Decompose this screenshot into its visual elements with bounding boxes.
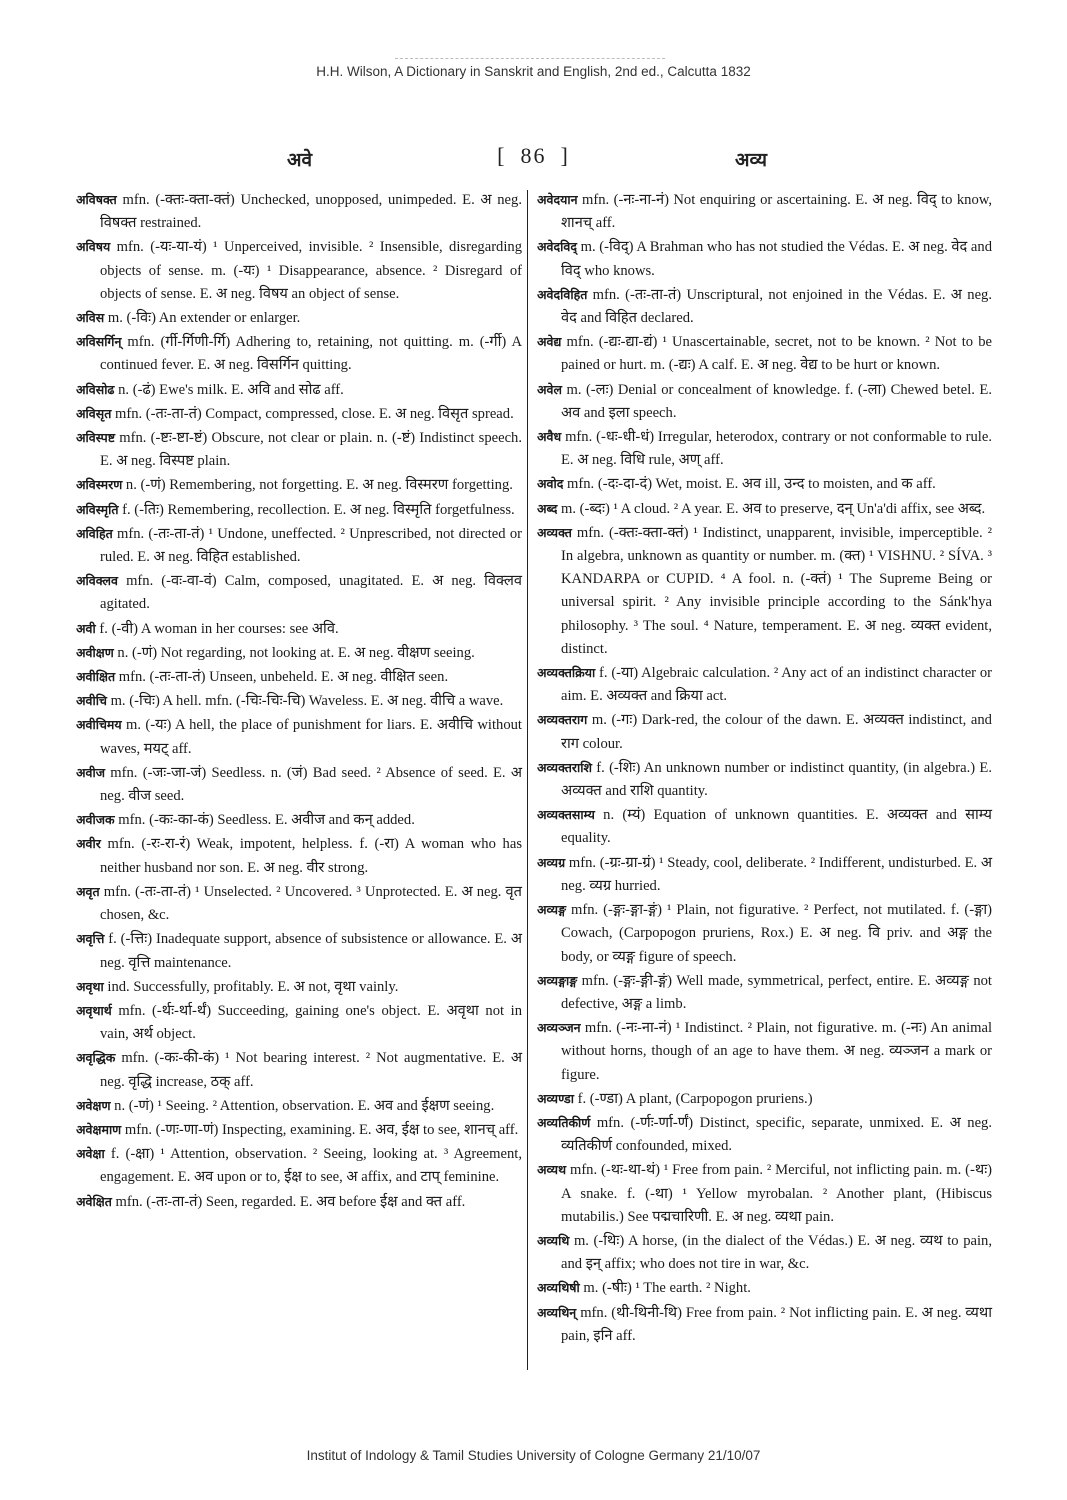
entry-headword: अविस्मरण <box>76 477 123 493</box>
header-rule <box>395 58 665 59</box>
entry-headword: अवृत्ति <box>76 931 105 947</box>
entry-headword: अवेक्षित <box>76 1193 112 1209</box>
entry-definition: mfn. (-ङ्गः-ङ्गी-ङ्गं) Well made, symmetrical, perfect, entire. E. अव्यङ्ग not defective, अङ्ग a limb. <box>561 972 992 1012</box>
entry-definition: m. (-गः) Dark-red, the colour of the dawn. E. अव्यक्त indistinct, and राग colour. <box>561 712 992 752</box>
entry-headword: अव्यक्तराग <box>537 712 588 728</box>
entry-headword: अव्यथिषी <box>537 1280 580 1296</box>
entry-definition: f. (-वी) A woman in her courses: see अवि. <box>99 620 339 637</box>
entry-definition: f. (-त्तिः) Inadequate support, absence of subsistence or allowance. E. अ neg. वृत्ति maintenance. <box>100 931 522 971</box>
entry-headword: अव्यण्डा <box>537 1090 574 1106</box>
dictionary-entry <box>537 425 992 472</box>
dictionary-entry <box>76 713 522 760</box>
dictionary-entry <box>76 473 522 497</box>
footer-credit: Institut of Indology & Tamil Studies University of Cologne Germany 21/10/07 <box>306 1448 761 1463</box>
entry-headword: अवेल <box>537 381 562 397</box>
entry-headword: अवेक्षमाण <box>76 1121 122 1137</box>
dictionary-entry <box>76 1190 522 1214</box>
dictionary-entry <box>76 498 522 522</box>
entry-definition: m. (-ब्दः) ¹ A cloud. ² A year. E. अव to preserve, दन् Un'a'di affix, see अब्द. <box>561 500 986 517</box>
entry-headword: अविहित <box>76 525 113 541</box>
entry-headword: अवृथार्थ <box>76 1002 112 1018</box>
entry-definition: mfn. (-तः-ता-तं) ¹ Undone, uneffected. ² Unprescribed, not directed or ruled. E. अ neg. विहित established. <box>100 525 522 566</box>
dictionary-entry <box>537 661 992 708</box>
entry-definition: mfn. (-रः-रा-रं) Weak, impotent, helpless. f. (-रा) A woman who has neither husband nor son. E. अ neg. वीर strong. <box>100 836 522 876</box>
right-column <box>537 188 992 1348</box>
entry-definition: mfn. (-तः-ता-तं) Seen, regarded. E. अव before ईक्ष and क्त aff. <box>115 1193 466 1210</box>
dictionary-entry <box>76 1094 522 1118</box>
dictionary-entry <box>537 378 992 425</box>
dictionary-entry <box>76 832 522 879</box>
entry-definition: mfn. (-यः-या-यं) ¹ Unperceived, invisible. ² Insensible, disregarding objects of sense. m. (-यः) ¹ Disappearance, absence. ² Disregard of objects of sense. E. अ neg. विषय an object of sense. <box>100 239 522 302</box>
entry-headword: अविसोढ <box>76 381 115 397</box>
entry-headword: अवीज <box>76 764 106 780</box>
dictionary-entry <box>76 306 522 330</box>
entry-definition: mfn. (-दः-दा-दं) Wet, moist. E. अव ill, उन्द to moisten, and क aff. <box>567 476 936 493</box>
dictionary-entry <box>76 927 522 974</box>
entry-definition: ind. Successfully, profitably. E. अ not, वृथा vainly. <box>107 978 399 995</box>
entry-headword: अवेद्य <box>537 334 562 350</box>
entry-definition: mfn. (-वः-वा-वं) Calm, composed, unagitated. E. अ neg. विक्लव agitated. <box>100 573 522 613</box>
dictionary-entry <box>76 188 522 235</box>
entry-definition: mfn. (-नः-ना-नं) ¹ Indistinct. ² Plain, not figurative. m. (-नः) An animal without horns, though of an age to have them. अ neg. व्यञ्जन a mark or figure. <box>561 1020 993 1083</box>
dictionary-entry <box>76 522 522 569</box>
entry-definition: mfn. (-थः-था-थं) ¹ Free from pain. ² Merciful, not inflicting pain. m. (-थः) A snake. f. (-था) ¹ Yellow myrobalan. ² Another plant, (Hibiscus mutabilis.) See पद्मचारिणी. E. अ neg. व्यथा pain. <box>561 1162 992 1225</box>
entry-definition: n. (म्यं) Equation of unknown quantities. E. अव्यक्त and साम्य equality. <box>561 807 992 847</box>
entry-headword: अवृथा <box>76 978 104 994</box>
dictionary-entry <box>76 999 522 1046</box>
dictionary-entry <box>537 497 992 521</box>
entry-definition: n. (-णं) ¹ Seeing. ² Attention, observation. E. अव and ईक्षण seeing. <box>114 1097 495 1114</box>
entry-headword: अविक्लव <box>76 573 118 589</box>
entry-definition: mfn. (-तः-ता-तं) ¹ Unselected. ² Uncovered. ³ Unprotected. E. अ neg. वृत chosen, &c. <box>100 883 522 924</box>
entry-definition: mfn. (-ङ्गः-ङ्गा-ङ्गं) ¹ Plain, not figurative. ² Perfect, not mutilated. f. (-ङ्गा) Cowach, (Carpopogon pruriens, Rox.) E. अ neg. वि priv. and अङ्ग the body, or व्यङ्ग figure of speech. <box>561 902 992 965</box>
entry-headword: अविस्पष्ट <box>76 430 116 446</box>
entry-definition: f. (-शिः) An unknown number or indistinct quantity, (in algebra.) E. अव्यक्त and राशि quantity. <box>561 759 992 800</box>
dictionary-entry <box>76 880 522 927</box>
running-head-left: अवे <box>287 149 313 171</box>
dictionary-entry <box>537 756 992 803</box>
entry-headword: अवेक्षा <box>76 1146 105 1162</box>
dictionary-entry <box>537 1158 992 1229</box>
entry-definition: mfn. (-क्तः-क्ता-क्तं) Unchecked, unopposed, unimpeded. E. अ neg. विषक्त restrained. <box>100 192 522 232</box>
dictionary-entry <box>537 283 992 330</box>
entry-headword: अव्यङ्गाङ्ग <box>537 972 578 988</box>
dictionary-entry <box>76 402 522 426</box>
entry-headword: अव्यक्तसाम्य <box>537 807 595 823</box>
entry-definition: m. (-चिः) A hell. mfn. (-चिः-चिः-चि) Waveless. E. अ neg. वीचि a wave. <box>110 693 504 710</box>
entry-definition: mfn. (-तः-ता-तं) Unscriptural, not enjoined in the Védas. E. अ neg. वेद and विहित declared. <box>561 286 992 327</box>
dictionary-entry <box>76 689 522 713</box>
entry-definition: m. (-लः) Denial or concealment of knowledge. f. (-ला) Chewed betel. E. अव and इला speech. <box>561 381 992 421</box>
entry-headword: अव्यथि <box>537 1232 570 1248</box>
dictionary-entry <box>537 330 992 377</box>
entry-definition: mfn. (-तः-ता-तं) Compact, compressed, close. E. अ neg. विसृत spread. <box>114 405 514 422</box>
entry-definition: mfn. (-णः-णा-णं) Inspecting, examining. E. अव, ईक्ष to see, शानच् aff. <box>124 1121 519 1138</box>
dictionary-entry <box>537 1087 992 1111</box>
entry-headword: अविसर्गिन् <box>76 334 122 350</box>
entry-definition: n. (-णं) Remembering, not forgetting. E. अ neg. विस्मरण forgetting. <box>125 477 513 494</box>
entry-headword: अव्यथिन् <box>537 1304 577 1320</box>
entry-headword: अविषय <box>76 239 111 255</box>
page-number-value: 86 <box>520 143 547 168</box>
entry-headword: अविस <box>76 310 105 326</box>
entry-headword: अविसृत <box>76 405 112 421</box>
entry-definition: f. (-तिः) Remembering, recollection. E. अ neg. विस्मृति forgetfulness. <box>122 501 515 518</box>
dictionary-entry <box>537 708 992 755</box>
page-number <box>0 143 1067 169</box>
running-head-right: अव्य <box>735 149 768 171</box>
entry-definition: mfn. (र्गी-र्गिणी-र्गि) Adhering to, retaining, not quitting. m. (-र्गी) A continued fever. E. अ neg. विसर्गिन quitting. <box>100 334 522 374</box>
dictionary-entry <box>76 569 522 616</box>
entry-headword: अव्यङ्ग <box>537 902 566 918</box>
dictionary-entry <box>537 1016 992 1087</box>
dictionary-entry <box>537 898 992 969</box>
dictionary-entry <box>76 761 522 808</box>
entry-headword: अवेदविद् <box>537 239 577 255</box>
entry-definition: mfn. (-जः-जा-जं) Seedless. n. (जं) Bad seed. ² Absence of seed. E. अ neg. वीज seed. <box>100 764 522 805</box>
dictionary-entry <box>76 975 522 999</box>
dictionary-entry <box>76 1118 522 1142</box>
dictionary-entry <box>76 808 522 832</box>
entry-definition: n. (-ढं) Ewe's milk. E. अवि and सोढ aff. <box>118 381 344 398</box>
entry-headword: अव्यक्तराशि <box>537 759 592 775</box>
dictionary-entry <box>537 235 992 282</box>
entry-headword: अवीक्षित <box>76 669 116 685</box>
entry-headword: अवेक्षण <box>76 1097 111 1113</box>
entry-headword: अवेदविहित <box>537 286 588 302</box>
dictionary-entry <box>537 188 992 235</box>
entry-definition: mfn. (-ग्रः-ग्रा-ग्रं) ¹ Steady, cool, deliberate. ² Indifferent, undisturbed. E. अ neg. व्यग्र hurried. <box>561 854 992 894</box>
entry-headword: अवृत <box>76 883 100 899</box>
entry-headword: अवोद <box>537 476 564 492</box>
entry-headword: अवीर <box>76 836 101 852</box>
dictionary-entry <box>76 665 522 689</box>
entry-definition: n. (-णं) Not regarding, not looking at. E. अ neg. वीक्षण seeing. <box>117 644 475 661</box>
dictionary-entry <box>76 617 522 641</box>
entry-headword: अव्यतिकीर्ण <box>537 1114 591 1130</box>
entry-definition: m. (-विः) An extender or enlarger. <box>107 310 301 327</box>
entry-headword: अवैध <box>537 429 562 445</box>
entry-headword: अव्यक्त <box>537 524 572 540</box>
entry-headword: अविषक्त <box>76 192 117 207</box>
dictionary-entry <box>76 378 522 402</box>
entry-headword: अवीक्षण <box>76 644 114 660</box>
bracket-open: [ <box>497 143 507 168</box>
entry-headword: अव्यक्तक्रिया <box>537 665 596 681</box>
entry-definition: f. (-ण्डा) A plant, (Carpopogon pruriens.) <box>577 1090 813 1107</box>
entry-headword: अव्यथ <box>537 1162 567 1178</box>
entry-definition: mfn. (थी-थिनी-थि) Free from pain. ² Not inflicting pain. E. अ neg. व्यथा pain, इनि aff. <box>561 1304 992 1344</box>
entry-definition: f. (-या) Algebraic calculation. ² Any act of an indistinct character or aim. E. अव्यक्त and क्रिया act. <box>561 665 992 705</box>
left-column <box>76 188 522 1214</box>
dictionary-entry <box>537 1111 992 1158</box>
entry-definition: mfn. (-र्थः-र्था-र्थं) Succeeding, gaining one's object. E. अवृथा not in vain, अर्थ object. <box>100 1002 522 1043</box>
dictionary-entry <box>537 969 992 1016</box>
dictionary-entry <box>537 521 992 661</box>
entry-definition: m. (-षीः) ¹ The earth. ² Night. <box>583 1280 751 1297</box>
entry-definition: mfn. (-क्तः-क्ता-क्तं) ¹ Indistinct, unapparent, invisible, imperceptible. ² In algebra, unknown as quantity or number. m. (क्त) ¹ VISHNU. ² SÍVA. ³ KANDARPA or CUPID. ⁴ A fool. n. (-क्तं) ¹ The Supreme Being or universal spirit. ² Any invisible principle according to the Sánk'hya philosophy. ³ The soul. ⁴ Nature, temperament. E. अ neg. व्यक्त evident, distinct. <box>561 524 992 657</box>
dictionary-entry <box>76 426 522 473</box>
entry-definition: f. (-क्षा) ¹ Attention, observation. ² Seeing, looking at. ³ Agreement, engagement. E. अव upon or to, ईक्ष to see, अ affix, and टाप् feminine. <box>100 1146 522 1186</box>
entry-definition: mfn. (-कः-का-कं) Seedless. E. अवीज and कन् added. <box>118 812 415 829</box>
entry-headword: अवी <box>76 620 96 636</box>
dictionary-entry <box>76 330 522 377</box>
source-header: H.H. Wilson, A Dictionary in Sanskrit and English, 2nd ed., Calcutta 1832 <box>316 64 751 79</box>
entry-definition: mfn. (-ष्टः-ष्टा-ष्टं) Obscure, not clear or plain. n. (-ष्टं) Indistinct speech. E. अ neg. विस्पष्ट plain. <box>100 430 522 470</box>
entry-headword: अवेदयान <box>537 192 578 207</box>
entry-headword: अव्यग्र <box>537 854 566 870</box>
column-divider <box>527 190 528 1370</box>
entry-definition: mfn. (-धः-धी-धं) Irregular, heterodox, contrary or not conformable to rule. E. अ neg. विधि rule, अण् aff. <box>561 429 992 469</box>
entry-definition: m. (-विद्) A Brahman who has not studied the Védas. E. अ neg. वेद and विद् who knows. <box>561 239 992 279</box>
dictionary-entry <box>537 1229 992 1276</box>
entry-definition: mfn. (-नः-ना-नं) Not enquiring or ascertaining. E. अ neg. विद् to know, शानच् aff. <box>561 192 992 232</box>
dictionary-entry <box>76 1142 522 1189</box>
dictionary-entry <box>537 472 992 496</box>
entry-definition: m. (-थिः) A horse, (in the dialect of the Védas.) E. अ neg. व्यथ to pain, and इन् affix; who does not tire in war, &c. <box>561 1232 992 1273</box>
dictionary-entry <box>537 1301 992 1348</box>
entry-headword: अविस्मृति <box>76 501 119 517</box>
dictionary-entry <box>537 1276 992 1300</box>
entry-definition: mfn. (-द्यः-द्या-द्यं) ¹ Unascertainable, secret, not to be known. ² Not to be pained or hurt. m. (-द्यः) A calf. E. अ neg. वेद्य to be hurt or known. <box>561 334 992 374</box>
entry-headword: अव्यञ्जन <box>537 1020 581 1036</box>
dictionary-entry <box>537 803 992 850</box>
entry-definition: mfn. (-र्णः-र्णा-र्णं) Distinct, specific, separate, unmixed. E. अ neg. व्यतिकीर्ण confounded, mixed. <box>561 1114 992 1155</box>
dictionary-entry <box>76 641 522 665</box>
entry-definition: mfn. (-तः-ता-तं) Unseen, unbeheld. E. अ neg. वीक्षित seen. <box>118 669 449 686</box>
dictionary-entry <box>76 1046 522 1093</box>
entry-definition: m. (-यः) A hell, the place of punishment for liars. E. अवीचि without waves, मयट् aff. <box>100 717 522 757</box>
entry-definition: mfn. (-कः-की-कं) ¹ Not bearing interest. ² Not augmentative. E. अ neg. वृद्धि increase, ठक् aff. <box>100 1050 522 1090</box>
entry-headword: अब्द <box>537 500 558 516</box>
bracket-close: ] <box>560 143 570 168</box>
entry-headword: अवीचिमय <box>76 717 122 733</box>
entry-headword: अवृद्धिक <box>76 1050 116 1066</box>
entry-headword: अवीचि <box>76 693 107 709</box>
dictionary-entry <box>76 235 522 306</box>
dictionary-entry <box>537 851 992 898</box>
entry-headword: अवीजक <box>76 812 115 828</box>
